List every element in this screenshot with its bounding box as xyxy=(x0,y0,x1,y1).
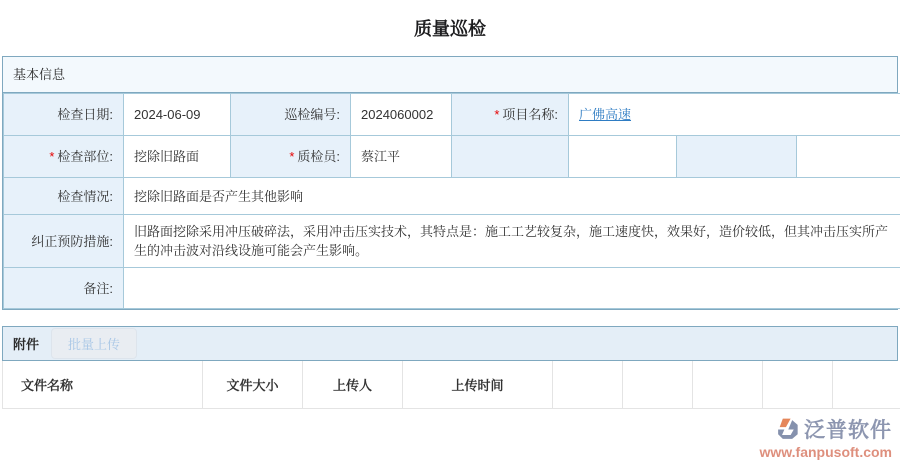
attachments-header-row xyxy=(3,361,900,408)
attachments-title: 附件 xyxy=(13,337,40,352)
remark-label-text: 备注: xyxy=(83,280,113,296)
col-empty xyxy=(623,361,693,408)
patrol-no-label xyxy=(231,94,351,136)
col-empty xyxy=(763,361,833,408)
fanpu-logo-icon xyxy=(775,417,800,442)
patrol-no-value: 2024060002 xyxy=(351,94,452,136)
table-row xyxy=(4,215,900,268)
brand-name: 泛普软件 xyxy=(804,419,892,442)
project-name-label-text: 项目名称: xyxy=(502,107,558,122)
table-row xyxy=(4,94,900,136)
check-part-label xyxy=(4,136,124,178)
empty-value-cell xyxy=(569,136,677,178)
page-title: 质量巡检 xyxy=(414,19,486,39)
table-row xyxy=(4,178,900,215)
batch-upload-button[interactable]: 批量上传 xyxy=(51,328,137,359)
basic-info-section xyxy=(2,56,898,310)
brand-website: www.fanpusoft.com xyxy=(759,444,892,460)
col-upload-time: 上传时间 xyxy=(403,361,553,408)
empty-label-cell xyxy=(677,136,797,178)
col-file-name: 文件名称 xyxy=(3,361,203,408)
empty-label-cell xyxy=(452,136,569,178)
col-empty xyxy=(833,361,900,408)
inspector-label-text: 质检员: xyxy=(297,149,340,164)
col-file-size: 文件大小 xyxy=(203,361,303,408)
remark-value xyxy=(124,268,900,309)
required-asterisk: * xyxy=(494,107,500,122)
check-date-value: 2024-06-09 xyxy=(124,94,231,136)
check-situation-label xyxy=(4,178,124,215)
attachments-table xyxy=(2,361,900,409)
col-empty xyxy=(553,361,623,408)
check-situation-value: 挖除旧路面是否产生其他影响 xyxy=(124,178,900,215)
inspector-value: 蔡江平 xyxy=(351,136,452,178)
project-name-label xyxy=(452,94,569,136)
check-part-value: 挖除旧路面 xyxy=(124,136,231,178)
corrective-measures-label xyxy=(4,215,124,268)
table-row xyxy=(4,136,900,178)
check-date-label xyxy=(4,94,124,136)
required-asterisk: * xyxy=(49,149,55,164)
project-name-value xyxy=(569,94,900,136)
remark-label xyxy=(4,268,124,309)
attachments-section xyxy=(2,326,898,409)
check-situation-label-text: 检查情况: xyxy=(57,188,113,204)
col-uploader: 上传人 xyxy=(303,361,403,408)
project-name-link[interactable]: 广佛高速 xyxy=(579,107,632,122)
basic-info-table xyxy=(3,93,900,309)
required-asterisk: * xyxy=(289,149,295,164)
table-row xyxy=(4,268,900,309)
corrective-measures-value: 旧路面挖除采用冲压破碎法，采用冲击压实技术，其特点是：施工工艺较复杂，施工速度快，效果好，造价较低，但其冲击压实所产生的冲击波对沿线设施可能会产生影响。 xyxy=(124,215,900,268)
corrective-measures-label-text: 纠正预防措施: xyxy=(31,233,113,249)
footer-logo-row xyxy=(760,414,892,444)
patrol-no-label-text: 巡检编号: xyxy=(284,107,340,122)
col-empty xyxy=(693,361,763,408)
check-part-label-text: 检查部位: xyxy=(57,149,113,164)
empty-value-cell xyxy=(797,136,900,178)
footer-logo xyxy=(760,414,892,460)
check-date-label-text: 检查日期: xyxy=(57,107,113,122)
inspector-label xyxy=(231,136,351,178)
basic-info-header: 基本信息 xyxy=(3,57,897,93)
attachments-header-bar xyxy=(2,326,898,361)
